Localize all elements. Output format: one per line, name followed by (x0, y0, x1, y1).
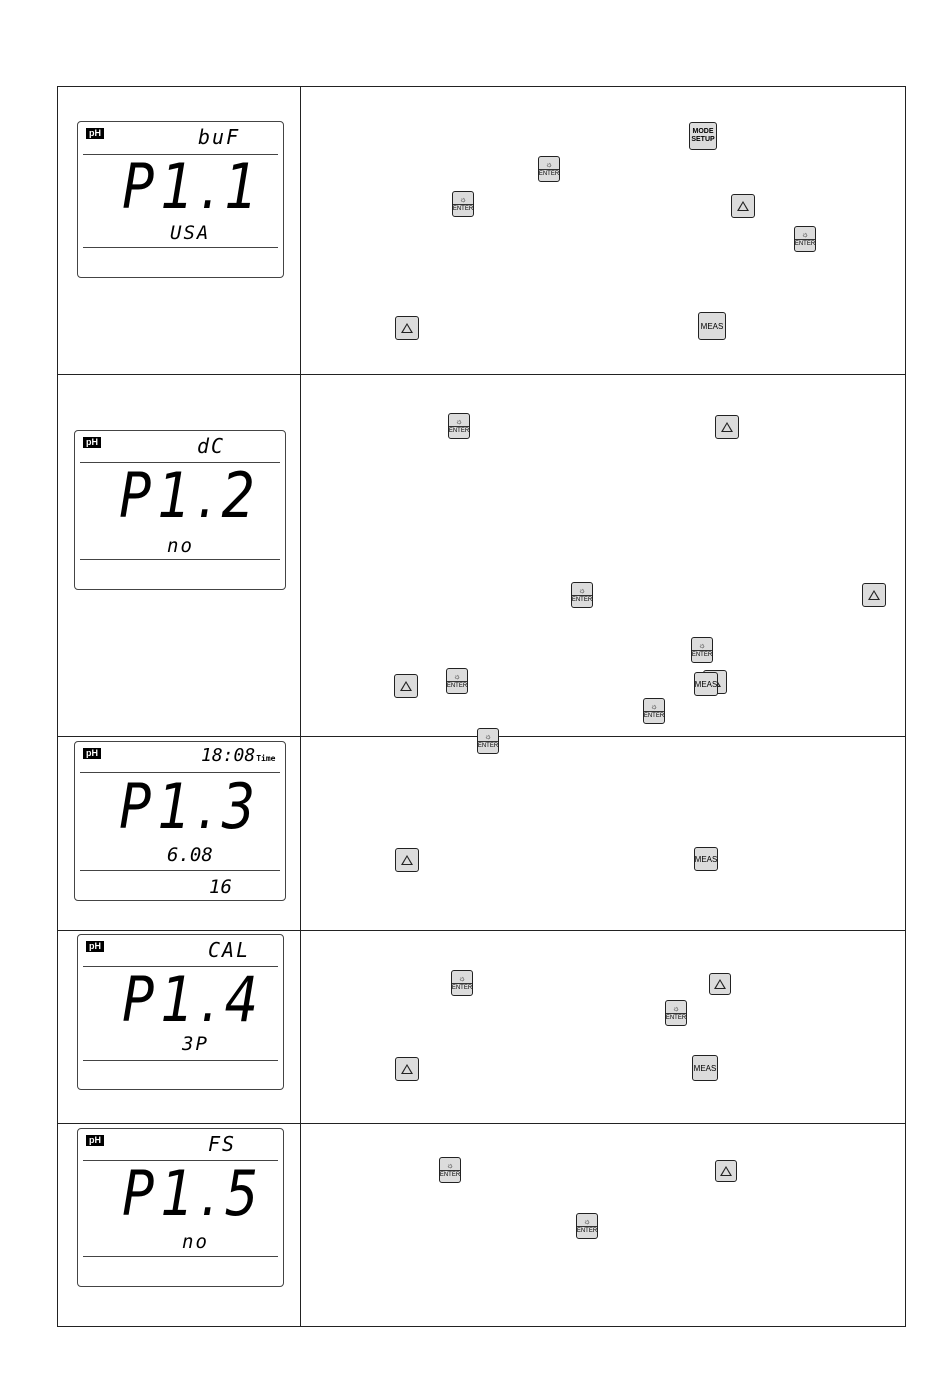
lcd-top-readout: 18:08Time (201, 745, 276, 766)
up-arrow-key-icon (395, 848, 419, 872)
table-row (58, 87, 905, 375)
enter-key-icon: ☼ ENTER (665, 1000, 687, 1026)
lcd-sub-readout: no (167, 535, 194, 557)
mode-setup-key-icon: MODE SETUP (689, 122, 717, 150)
lcd-top-readout: buF (198, 125, 241, 149)
enter-key-icon: ☼ ENTER (446, 668, 468, 694)
enter-key-icon: ☼ ENTER (451, 970, 473, 996)
ph-badge: pH (86, 1135, 104, 1146)
enter-key-icon: ☼ ENTER (571, 582, 593, 608)
ph-badge: pH (86, 941, 104, 952)
lcd-cell (58, 737, 301, 930)
row-description (301, 931, 905, 1123)
row-description (301, 87, 905, 374)
up-arrow-key-icon (715, 1160, 737, 1182)
lcd-main-readout: P1.2 (119, 459, 262, 532)
up-arrow-key-icon (715, 415, 739, 439)
lcd-main-readout: P1.3 (119, 770, 262, 843)
lcd-main-readout: P1.4 (122, 963, 265, 1036)
lcd-bottom-readout: 16 (209, 876, 232, 898)
enter-key-icon: ☼ ENTER (452, 191, 474, 217)
lcd-cell (58, 1124, 301, 1326)
lcd-top-readout: CAL (208, 938, 251, 962)
settings-table (57, 86, 906, 1327)
table-row (58, 931, 905, 1124)
lcd-display (74, 741, 286, 901)
ph-badge: pH (86, 128, 104, 139)
up-arrow-key-icon (731, 194, 755, 218)
ph-badge: pH (83, 748, 101, 759)
up-arrow-key-icon (709, 973, 731, 995)
enter-key-icon: ☼ ENTER (794, 226, 816, 252)
lcd-display (77, 934, 284, 1090)
meas-key-icon: MEAS (692, 1055, 718, 1081)
meas-key-icon: MEAS (698, 312, 726, 340)
row-description (301, 1124, 905, 1326)
enter-key-icon: ☼ ENTER (691, 637, 713, 663)
lcd-sub-readout: 3P (182, 1033, 209, 1055)
lcd-cell (58, 931, 301, 1123)
lcd-sub-readout: no (182, 1231, 209, 1253)
enter-key-icon: ☼ ENTER (448, 413, 470, 439)
enter-key-icon: ☼ ENTER (576, 1213, 598, 1239)
enter-key-icon: ☼ ENTER (643, 698, 665, 724)
enter-key-icon: ☼ ENTER (477, 728, 499, 754)
up-arrow-key-icon (394, 674, 418, 698)
lcd-cell (58, 375, 301, 736)
lcd-display (77, 121, 284, 278)
lcd-cell (58, 87, 301, 374)
up-arrow-key-icon (862, 583, 886, 607)
ph-badge: pH (83, 437, 101, 448)
lcd-top-readout: FS (208, 1132, 237, 1156)
meas-key-icon: MEAS (694, 847, 718, 871)
table-row (58, 737, 905, 931)
lcd-main-readout: P1.5 (122, 1157, 265, 1230)
lcd-display (74, 430, 286, 590)
lcd-top-readout: dC (197, 434, 226, 458)
row-description-keys (301, 672, 905, 712)
meas-key-icon: MEAS (694, 672, 718, 696)
up-arrow-key-icon (395, 1057, 419, 1081)
row-description (301, 737, 905, 930)
up-arrow-key-icon (395, 316, 419, 340)
lcd-display (77, 1128, 284, 1287)
enter-key-icon: ☼ ENTER (538, 156, 560, 182)
lcd-sub-readout: 6.08 (167, 844, 213, 866)
lcd-main-readout: P1.1 (122, 150, 265, 223)
table-row (58, 1124, 905, 1326)
lcd-sub-readout: USA (170, 222, 211, 244)
enter-key-icon: ☼ ENTER (439, 1157, 461, 1183)
